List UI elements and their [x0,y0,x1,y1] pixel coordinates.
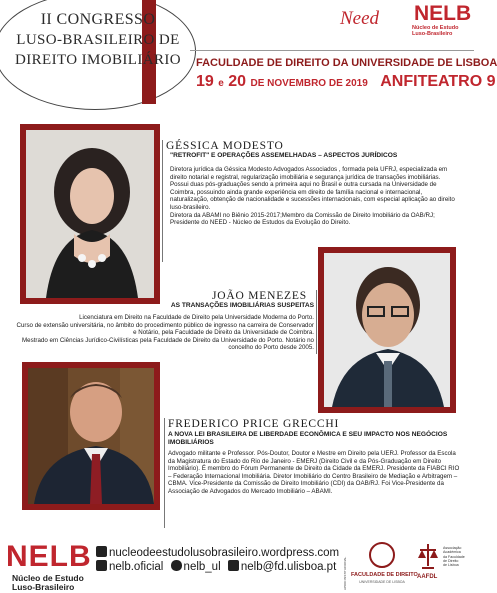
social-links [96,560,336,573]
congress-title-line-3: DIREITO IMOBILIÁRIO [14,52,182,68]
faculdade-name: FACULDADE DE DIREITO [351,572,418,578]
congress-title-line-2: LUSO-BRASILEIRO DE [16,32,180,48]
speaker-bio: Advogado militante e Professor. Pós-Doutor, Doutor e Mestre em Direito pela UERJ. Professor da Escola da Magistratura do Estado do Rio de Janeiro - EMERJ (Direito Civil e da Pós-Graduação em Direito Imobiliário). É membro do Fórum Permanente de Direito da Cidade da EMERJ. Presidente da FIABCI RIO – Federação Internacional Imobiliária. Diretor Imobiliário do Centro Brasileiro de Mediação e Arbitragem – CBMA. Vice-Presidente da Comissão de Direito Imobiliário (CDI) da OAB/RJ. Foi Vice-Presidente da Associação de Advogados do Mercado Imobiliário – ABAMI. [168,450,460,495]
facebook-link[interactable]: nelb.oficial [109,561,164,573]
portrait-man-glasses [324,253,450,407]
apoio-label: APOIO INSTITUCIONAL [343,556,347,590]
home-icon [96,546,107,557]
need-logo: Need [340,8,380,29]
nelb-logo: NELB [414,2,472,25]
speaker-name: JOÃO MENEZES [212,290,307,302]
speaker-divider [162,140,163,262]
aafdl-logo: AAFDL [417,574,438,580]
congress-title [8,10,188,70]
speaker-bio: Diretora jurídica da Géssica Modesto Advogados Associados , formada pela UFRJ, especializada em direito notarial e registral, regularização imobiliária e segurança jurídica de transações imobiliárias. Possui duas pós-graduações sendo a primeira aqui no Brasil e outra cursada na Universidade de Coimbra, possuindo ainda grande experiência em direito de família nacional e internacional, naturalização, obtenção de nacionalidade e sucessões internacionais, com especial aplicação ao direito luso-brasileiro. Diretora da ABAMI no Biênio 2015-2017;Membro da Comissão de Direito Imobiliário da OAB/RJ; Presidente do NEED - Núcleo de Estudos da Evolução do Direito. [170,166,455,227]
portrait-woman [26,130,154,298]
speaker-topic: AS TRANSAÇÕES IMOBILIÁRIAS SUSPEITAS [170,302,314,309]
footer-nelb-subtitle: Núcleo de Estudo Luso-Brasileiro [12,573,84,592]
faculdade-subtitle: UNIVERSIDADE DE LISBOA [359,580,405,584]
nelb-logo-subtitle: Núcleo de Estudo Luso-Brasileiro [412,25,459,37]
email-link[interactable]: nelb@fd.ulisboa.pt [240,561,337,573]
speaker-topic: "RETROFIT" E OPERAÇÕES ASSEMELHADAS – ASPECTOS JURÍDICOS [170,152,398,159]
speaker-photo-joao [324,253,450,407]
congress-title-line-1: II CONGRESSO [40,11,156,28]
email-icon [228,560,239,571]
aafdl-description: Associação Académica da Faculdade de Direito de Lisboa [443,546,465,568]
speaker-divider [164,418,165,528]
speaker-name: GÉSSICA MODESTO [166,140,284,152]
footer-nelb-logo: NELB [6,540,92,573]
instagram-icon [171,560,182,571]
speaker-topic: A NOVA LEI BRASILEIRA DE LIBERDADE ECONÔMICA E SEU IMPACTO NOS NEGÓCIOS IMOBILIÁRIOS [168,431,448,446]
room: ANFITEATRO 9 [380,73,496,90]
header-divider [190,50,474,51]
portrait-man-suit [28,368,154,504]
institutional-logos [343,540,474,593]
website-link[interactable]: nucleodeestudolusobrasileiro.wordpress.com [96,546,339,559]
instagram-link[interactable]: nelb_ul [183,561,221,573]
speaker-bio: Licenciatura em Direito na Faculdade de Direito pela Universidade Moderna do Porto. Curso de extensão universitária, no âmbito do procedimento público de ingresso na carreira de Conservador e Notário, pela Faculdade de Direito da Universidade de Coimbra. Mestrado em Ciências Jurídico-Civilísticas pela Faculdade de Direito da Universidade do Porto. Notário no concelho do Porto desde 2005. [16,314,314,352]
speaker-photo-gessica [26,130,154,298]
event-date: 19 e 20 DE NOVEMBRO DE 2019 ANFITEATRO 9 [196,73,496,90]
venue: FACULDADE DE DIREITO DA UNIVERSIDADE DE LISBOA [196,57,497,69]
scales-icon [417,542,439,570]
facebook-icon [96,560,107,571]
speaker-photo-frederico [28,368,154,504]
speaker-divider [316,290,317,354]
faculdade-seal-icon [369,542,395,568]
speaker-name: FREDERICO PRICE GRECCHI [168,418,340,430]
